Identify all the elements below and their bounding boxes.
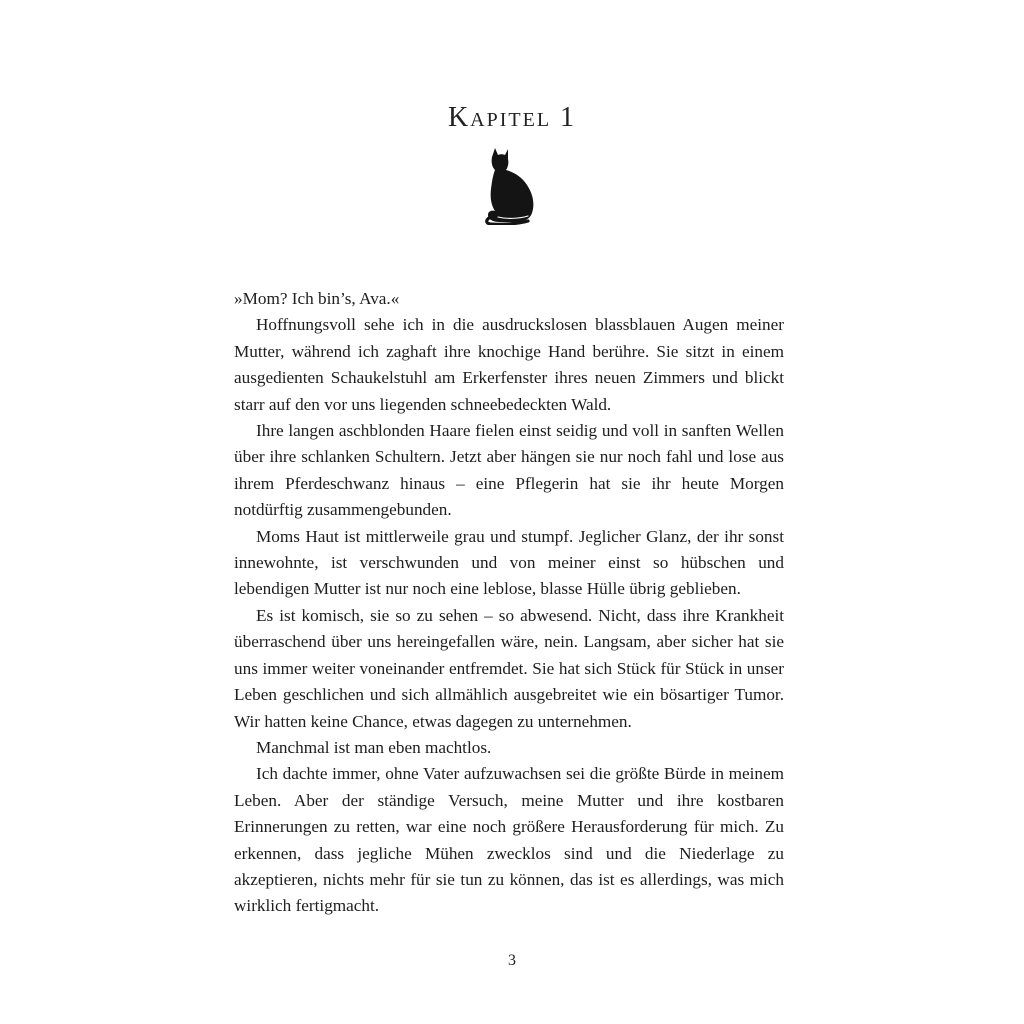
page-number: 3: [508, 952, 516, 969]
paragraph: »Mom? Ich bin’s, Ava.«: [234, 289, 400, 308]
paragraph: Hoffnungsvoll sehe ich in die ausdruckslosen blassblauen Augen meiner Mutter, während ich zaghaft ihre knochige Hand berühre. Sie sitzt in einem ausgedienten Schaukelstuhl am Erkerfenster ihres neuen Zimmers und blickt starr auf den vor uns liegenden schneebedeckten Wald.: [234, 315, 784, 414]
chapter-title: Kapitel 1: [447, 102, 577, 133]
paragraph: Es ist komisch, sie so zu sehen – so abwesend. Nicht, dass ihre Krankheit überraschend über uns hereingefallen wäre, nein. Langsam, aber sicher hat sie uns immer weiter voneinander entfremdet. Sie hat sich Stück für Stück in unser Leben geschlichen und sich allmählich ausgebreitet wie ein bösartiger Tumor. Wir hatten keine Chance, etwas dagegen zu unternehmen.: [234, 605, 784, 731]
chapter-body: [234, 286, 784, 920]
sitting-cat-icon: [478, 145, 540, 225]
paragraph: Manchmal ist man eben machtlos.: [256, 737, 492, 757]
paragraph: Ich dachte immer, ohne Vater aufzuwachsen sei die größte Bürde in meinem Leben. Aber der ständige Versuch, meine Mutter und ihre kostbaren Erinnerungen zu retten, war eine noch größere Herausforderung für mich. Zu erkennen, dass jegliche Mühen zwecklos sind und die Niederlage zu akzeptieren, nichts mehr für sie tun zu können, das ist es allerdings, was mich wirklich fertigmacht.: [234, 764, 784, 916]
paragraph: Moms Haut ist mittlerweile grau und stumpf. Jeglicher Glanz, der ihr sonst innewohnte, ist verschwunden und von meiner einst so hübschen und lebendigen Mutter ist nur noch eine leblose, blasse Hülle übrig geblieben.: [234, 526, 784, 599]
paragraph: Ihre langen aschblonden Haare fielen einst seidig und voll in sanften Wellen über ihre schlanken Schultern. Jetzt aber hängen sie nur noch fahl und lose aus ihrem Pferdeschwanz hinaus – eine Pflegerin hat sie ihr heute Morgen notdürftig zusammengebunden.: [234, 421, 784, 520]
